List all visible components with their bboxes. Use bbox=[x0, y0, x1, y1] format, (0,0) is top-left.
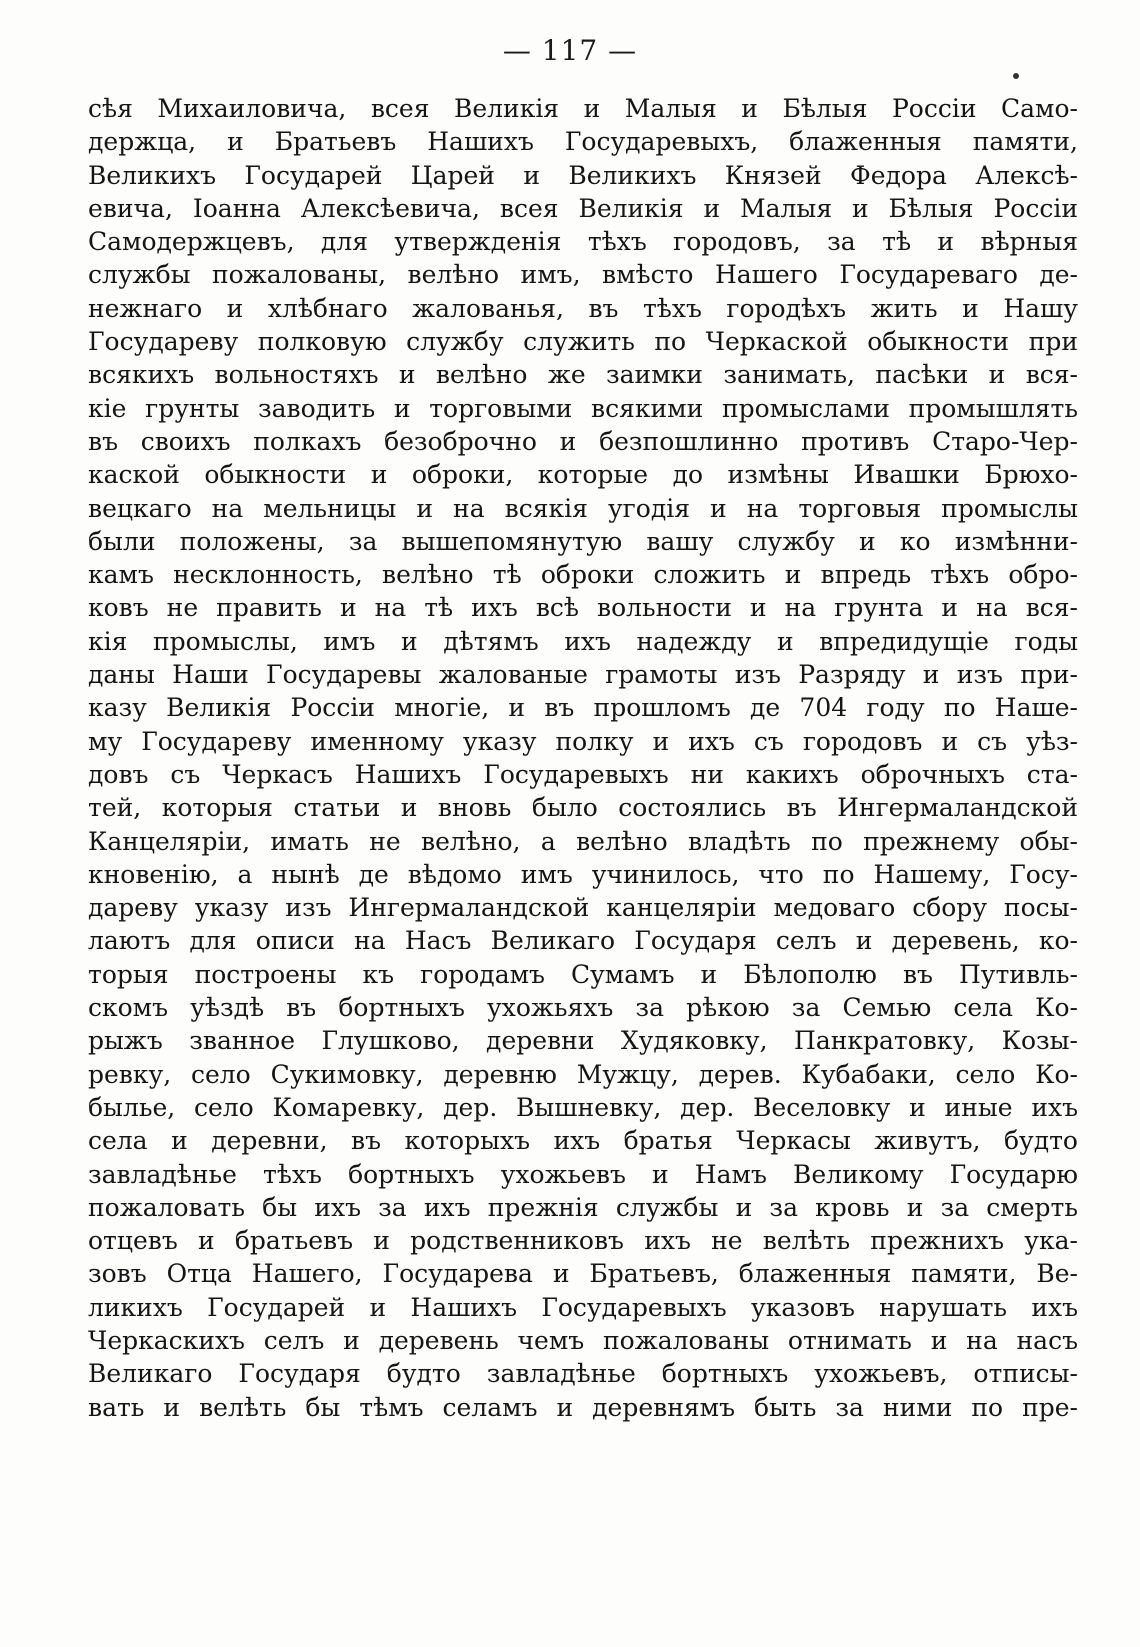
text-line: былье, село Комаревку, дер. Вышневку, дер. Веселовку и иные ихъ bbox=[88, 1092, 1078, 1122]
text-line: Черкаскихъ селъ и деревень чемъ пожалованы отнимать и на насъ bbox=[88, 1325, 1078, 1355]
text-line: скомъ уѣздѣ въ бортныхъ ухожьяхъ за рѣкою за Семью села Ко- bbox=[88, 993, 1078, 1023]
text-line: сѣя Михаиловича, всея Великія и Малыя и Бѣлыя Россіи Само- bbox=[88, 94, 1078, 123]
text-line: кіе грунты заводить и торговыми всякими промыслами промышлять bbox=[88, 393, 1078, 423]
text-line: кновенію, а нынѣ де вѣдомо имъ учинилось, что по Нашему, Госу- bbox=[88, 859, 1078, 889]
text-line: были положены, за вышепомянутую вашу службу и ко измѣнни- bbox=[88, 526, 1078, 556]
text-line: Самодержцевъ, для утвержденія тѣхъ городовъ, за тѣ и вѣрныя bbox=[88, 227, 1078, 257]
text-line: лаютъ для описи на Насъ Великаго Государя селъ и деревень, ко- bbox=[88, 926, 1078, 956]
text-line: вецкаго на мельницы и на всякія угодія и на торговыя промыслы bbox=[88, 493, 1078, 523]
text-line: му Государеву именному указу полку и ихъ съ городовъ и съ уѣз- bbox=[88, 726, 1078, 756]
text-line: кія промыслы, имъ и дѣтямъ ихъ надежду и впредидущіе годы bbox=[88, 626, 1078, 656]
text-line: пожаловать бы ихъ за ихъ прежнія службы и за кровь и за смерть bbox=[88, 1192, 1078, 1222]
text-line: казу Великія Россіи многіе, и въ прошломъ де 704 году по Наше- bbox=[88, 693, 1078, 723]
text-line: ликихъ Государей и Нашихъ Государевыхъ указовъ нарушать ихъ bbox=[88, 1292, 1078, 1322]
text-line: службы пожалованы, велѣно имъ, вмѣсто Нашего Государеваго де- bbox=[88, 260, 1078, 290]
text-line: камъ несклонность, велѣно тѣ оброки сложить и впредь тѣхъ обро- bbox=[88, 560, 1078, 590]
text-line: села и деревни, въ которыхъ ихъ братья Черкасы живутъ, будто bbox=[88, 1126, 1078, 1156]
text-line: Великихъ Государей Царей и Великихъ Князей Федора Алексѣ- bbox=[88, 160, 1078, 190]
text-line: каской обыкности и оброки, которые до измѣны Ивашки Брюхо- bbox=[88, 460, 1078, 490]
text-line: вать и велѣть бы тѣмъ селамъ и деревнямъ быть за ними по пре- bbox=[88, 1392, 1078, 1422]
text-line: въ своихъ полкахъ безоброчно и безпошлинно противъ Старо-Чер- bbox=[88, 426, 1078, 456]
text-line: держца, и Братьевъ Нашихъ Государевыхъ, блаженныя памяти, bbox=[88, 127, 1078, 157]
page-number: — 117 — bbox=[502, 34, 638, 67]
text-line: торыя построены къ городамъ Сумамъ и Бѣлополю въ Путивль- bbox=[88, 959, 1078, 989]
text-line: довъ съ Черкасъ Нашихъ Государевыхъ ни какихъ оброчныхъ ста- bbox=[88, 759, 1078, 789]
text-line: Государеву полковую службу служить по Черкаской обыкности при bbox=[88, 327, 1078, 357]
text-line: рыжъ званное Глушково, деревни Худяковку, Панкратовку, Козы- bbox=[88, 1026, 1078, 1056]
text-line: дареву указу изъ Ингермаландской канцеляріи медоваго сбору посы- bbox=[88, 893, 1078, 923]
text-line: зовъ Отца Нашего, Государева и Братьевъ, блаженныя памяти, Ве- bbox=[88, 1259, 1078, 1289]
text-line: всякихъ вольностяхъ и велѣно же заимки занимать, пасѣки и вся- bbox=[88, 360, 1078, 390]
text-line: завладѣнье тѣхъ бортныхъ ухожьевъ и Намъ Великому Государю bbox=[88, 1159, 1078, 1189]
text-line: ревку, село Сукимовку, деревню Мужцу, дерев. Кубабаки, село Ко- bbox=[88, 1059, 1078, 1089]
text-line: ковъ не править и на тѣ ихъ всѣ вольности и на грунта и на вся- bbox=[88, 593, 1078, 623]
text-line: евича, Іоанна Алексѣевича, всея Великія и Малыя и Бѣлыя Россіи bbox=[88, 193, 1078, 223]
text-line: даны Наши Государевы жалованые грамоты изъ Разряду и изъ при- bbox=[88, 660, 1078, 690]
text-line: Канцеляріи, имать не велѣно, а велѣно владѣть по прежнему обы- bbox=[88, 826, 1078, 856]
text-line: тей, которыя статьи и вновь было состоялись въ Ингермаландской bbox=[88, 793, 1078, 823]
text-line: Великаго Государя будто завладѣнье бортныхъ ухожьевъ, отписы- bbox=[88, 1359, 1078, 1389]
text-line: отцевъ и братьевъ и родственниковъ ихъ не велѣть прежнихъ ука- bbox=[88, 1226, 1078, 1256]
body-text bbox=[88, 92, 1078, 1424]
text-line: нежнаго и хлѣбнаго жалованья, въ тѣхъ городѣхъ жить и Нашу bbox=[88, 293, 1078, 323]
ink-speck bbox=[1013, 73, 1019, 79]
